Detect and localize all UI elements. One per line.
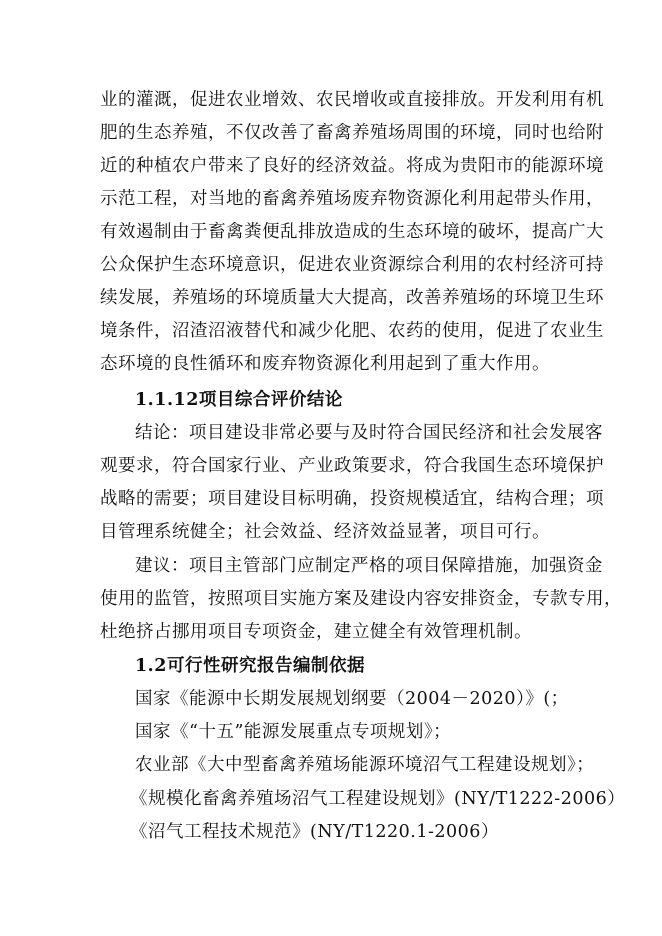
paragraph-line: 业的灌溉，促进农业增效、农民增收或直接排放。开发利用有机 [100,90,604,110]
paragraph-line: 续发展，养殖场的环境质量大大提高，改善养殖场的环境卫生环 [100,288,604,308]
suggestion-line: 使用的监管，按照项目实施方案及建设内容安排资金，专款专用， [100,589,622,609]
conclusion-line: 观要求，符合国家行业、产业政策要求，符合我国生态环境保护 [100,456,604,476]
section-heading: 1.2可行性研究报告编制依据 [135,656,365,676]
suggestion-line: 建议：项目主管部门应制定严格的项目保障措施，加强资金 [135,556,603,576]
conclusion-line: 结论：项目建设非常必要与及时符合国民经济和社会发展客 [135,423,603,443]
conclusion-line: 战略的需要；项目建设目标明确，投资规模适宜，结构合理；项 [100,489,604,509]
reference-item: 国家《能源中长期发展规划纲要（2004－2020）》(； [135,689,569,709]
suggestion-line: 杜绝挤占挪用项目专项资金，建立健全有效管理机制。 [100,622,532,642]
paragraph-line: 示范工程，对当地的畜禽养殖场废弃物资源化利用起带头作用， [100,189,604,209]
paragraph-line: 境条件，沼渣沼液替代和减少化肥、农药的使用，促进了农业生 [100,321,604,341]
conclusion-line: 目管理系统健全；社会效益、经济效益显著，项目可行。 [100,522,550,542]
paragraph-line: 肥的生态养殖，不仅改善了畜禽养殖场周围的环境，同时也给附 [100,123,604,143]
paragraph-line: 有效遏制由于畜禽粪便乱排放造成的生态环境的破坏，提高广大 [100,222,604,242]
section-heading: 1.1.12项目综合评价结论 [135,390,343,410]
reference-item: 农业部《大中型畜禽养殖场能源环境沼气工程建设规划》； [135,755,595,775]
paragraph-line: 公众保护生态环境意识，促进农业资源综合利用的农村经济可持 [100,255,604,275]
reference-item: 《规模化畜禽养殖场沼气工程建设规划》(NY/T1222-2006） [130,789,626,809]
paragraph-line: 近的种植农户带来了良好的经济效益。将成为贵阳市的能源环境 [100,156,604,176]
reference-item: 《沼气工程技术规范》(NY/T1220.1-2006） [130,822,499,842]
paragraph-line: 态环境的良性循环和废弃物资源化利用起到了重大作用。 [100,354,550,374]
reference-item: 国家《“十五”能源发展重点专项规划》； [135,722,452,742]
